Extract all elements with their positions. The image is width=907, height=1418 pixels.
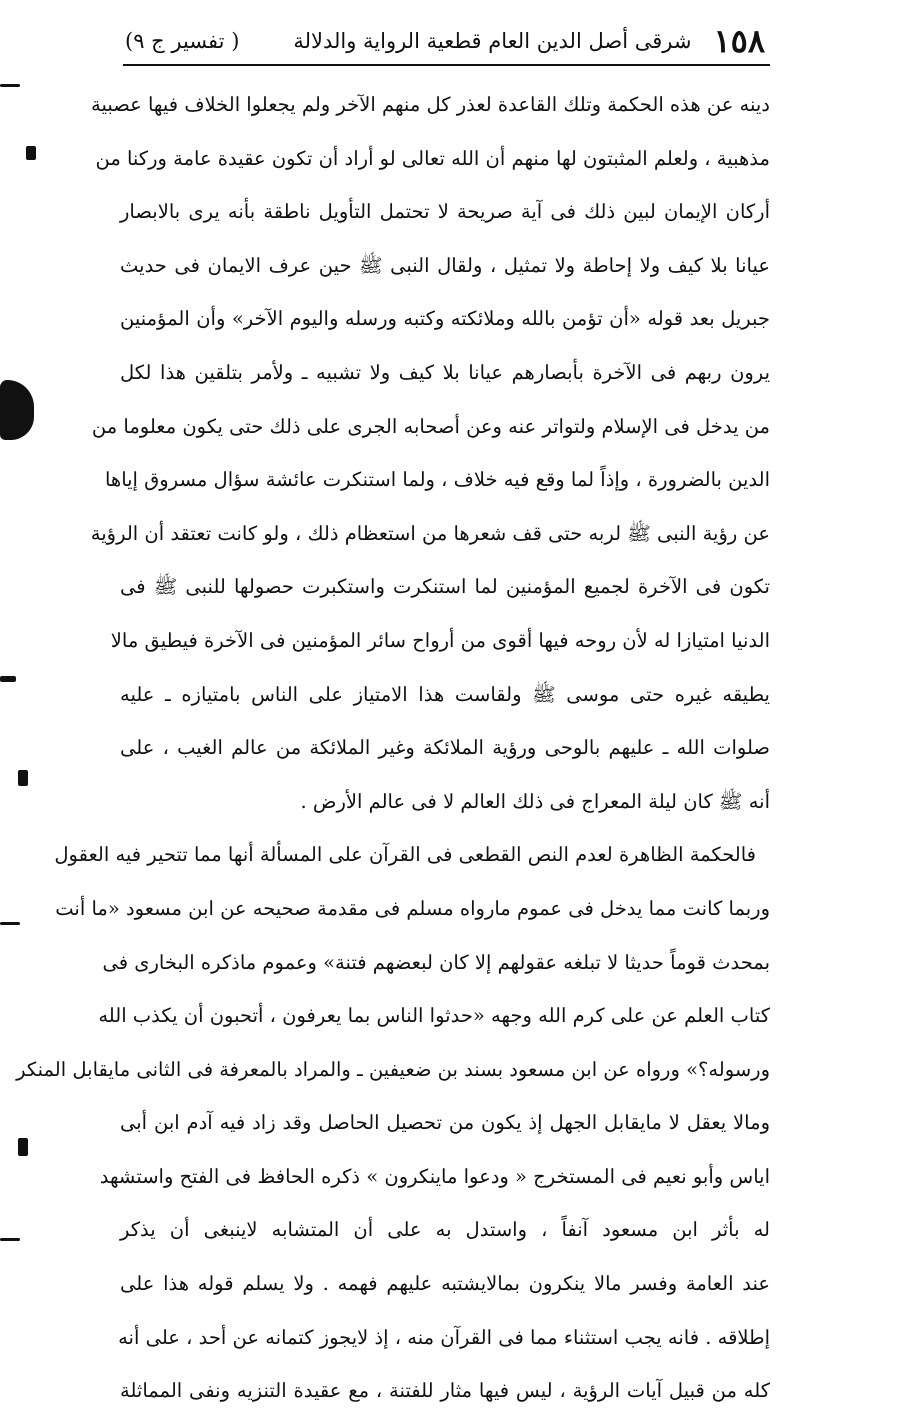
margin-mark xyxy=(18,770,28,786)
margin-mark xyxy=(0,84,20,87)
text-line: عيانا بلا كيف ولا إحاطة ولا تمثيل ، ولقال النبى ﷺ حين عرف الايمان فى حديث xyxy=(120,253,770,277)
text-line: فالحكمة الظاهرة لعدم النص القطعى فى القرآن على المسألة أنها مما تتحير فيه العقول xyxy=(54,843,756,867)
text-line: مذهبية ، ولعلم المثبتون لها منهم أن الله تعالى لو أراد أن تكون عقيدة عامة وركنا من xyxy=(95,146,770,170)
volume-label: ( تفسير ج ٩) xyxy=(125,29,240,53)
text-line: ورسوله؟» ورواه عن ابن مسعود بسند بن ضعيفين ـ والمراد بالمعرفة فى الثانى مايقابل المنكر xyxy=(16,1057,770,1081)
scan-blot xyxy=(0,380,34,440)
text-line: الدين بالضرورة ، وإذاً لما وقع فيه خلاف ، ولما استنكرت عائشة سؤال مسروق إياها xyxy=(104,468,770,492)
text-line: عند العامة وفسر مالا ينكرون بمالايشتبه عليهم فهمه . ولا يسلم قوله هذا على xyxy=(120,1272,770,1296)
text-line: كله من قبيل آيات الرؤية ، ليس فيها مثار للفتنة ، مع عقيدة التنزيه ونفى المماثلة xyxy=(120,1379,770,1403)
text-line: ومالا يعقل لا مايقابل الجهل إذ يكون من تحصيل الحاصل وقد زاد فيه آدم ابن أبى xyxy=(120,1111,770,1135)
text-line: بمحدث قوماً حديثا لا تبلغه عقولهم إلا كان لبعضهم فتنة» وعموم ماذكره البخارى فى xyxy=(102,950,770,974)
margin-mark xyxy=(0,1238,20,1241)
header-rule xyxy=(123,64,770,66)
text-line: تكون فى الآخرة لجميع المؤمنين لما استنكرت واستكبرت حصولها للنبى ﷺ فى xyxy=(120,575,770,599)
running-title: شرقى أصل الدين العام قطعية الرواية والدلالة xyxy=(293,29,692,53)
text-line: أركان الإيمان لبين ذلك فى آية صريحة لا تحتمل التأويل ناطقة بأنه يرى بالابصار xyxy=(120,200,770,224)
text-line: يرون ربهم فى الآخرة بأبصارهم عيانا بلا كيف ولا تشبيه ـ ولأمر بتلقين هذا لكل xyxy=(120,360,770,384)
margin-mark xyxy=(26,146,36,160)
text-line: كتاب العلم عن على كرم الله وجهه «حدثوا الناس بما يعرفون ، أتحبون أن يكذب الله xyxy=(98,1004,770,1028)
page-header xyxy=(125,22,765,60)
text-line: إطلاقه . فانه يجب استثناء مما فى القرآن منه ، إذ لايجوز كتمانه عن أحد ، على أنه xyxy=(118,1325,770,1349)
text-line: اياس وأبو نعيم فى المستخرج « ودعوا ماينكرون » ذكره الحافظ فى الفتح واستشهد xyxy=(99,1164,770,1188)
text-line: من يدخل فى الإسلام ولتواتر عنه وعن أصحابه الجرى على ذلك حتى يكون معلوما من xyxy=(91,414,770,438)
text-line: صلوات الله ـ عليهم بالوحى ورؤية الملائكة وغير الملائكة من عالم الغيب ، على xyxy=(120,736,770,760)
text-line: دينه عن هذه الحكمة وتلك القاعدة لعذر كل منهم الآخر ولم يجعلوا الخلاف فيها عصبية xyxy=(91,93,770,116)
margin-mark xyxy=(0,922,20,925)
page-number: ١٥٨ xyxy=(713,22,765,60)
text-line: وربما كانت مما يدخل فى عموم مارواه مسلم فى مقدمة صحيحه عن ابن مسعود «ما أنت xyxy=(55,896,770,920)
margin-mark xyxy=(0,676,16,682)
text-line: أنه ﷺ كان ليلة المعراج فى ذلك العالم لا فى عالم الأرض . xyxy=(300,789,770,813)
margin-mark xyxy=(18,1138,28,1156)
text-line: الدنيا امتيازا له لأن روحه فيها أقوى من أرواح سائر المؤمنين فى الآخرة فيطيق مالا xyxy=(110,628,770,652)
text-line: يطيقه غيره حتى موسى ﷺ ولقاست هذا الامتياز على الناس بامتيازه ـ عليه xyxy=(120,682,770,706)
text-line: له بأثر ابن مسعود آنفاً ، واستدل به على أن المتشابه لاينبغى أن يذكر xyxy=(120,1218,770,1242)
text-line: جبريل بعد قوله «أن تؤمن بالله وملائكته وكتبه ورسله واليوم الآخر» وأن المؤمنين xyxy=(120,307,770,331)
text-line: عن رؤية النبى ﷺ لربه حتى قف شعرها من استعظام ذلك ، ولو كانت تعتقد أن الرؤية xyxy=(90,521,770,545)
body-text xyxy=(16,78,770,1418)
